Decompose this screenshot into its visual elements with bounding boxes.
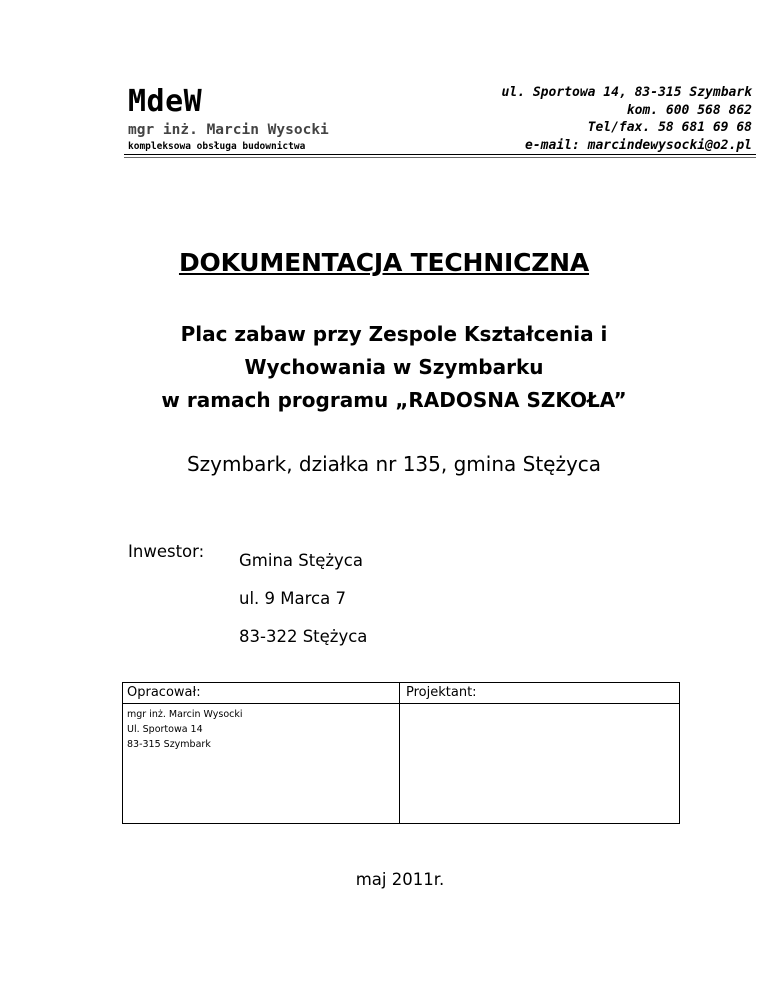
contact-email: e-mail: marcindewysocki@o2.pl — [525, 137, 752, 153]
project-location: Szymbark, działka nr 135, gmina Stężyca — [186, 452, 602, 476]
investor-city: 83-322 Stężyca — [239, 627, 368, 646]
contact-mobile: kom. 600 568 862 — [626, 102, 752, 118]
prepared-by-details — [123, 704, 399, 752]
project-line: Plac zabaw przy Zespole Kształcenia i — [180, 322, 608, 346]
prepared-by-label: Opracował: — [123, 683, 399, 704]
company-owner: mgr inż. Marcin Wysocki — [128, 122, 329, 138]
contact-telfax: Tel/fax. 58 681 69 68 — [587, 120, 752, 135]
investor-details — [239, 542, 367, 656]
document-title: DOKUMENTACJA TECHNICZNA — [178, 248, 590, 277]
header-divider — [124, 154, 756, 155]
investor-label: Inwestor: — [128, 542, 205, 561]
designer-cell — [400, 683, 679, 823]
project-line: Wychowania w Szymbarku — [244, 355, 544, 379]
project-line: w ramach programu „RADOSNA SZKOŁA” — [161, 388, 627, 412]
signature-table — [122, 682, 680, 824]
document-date: maj 2011r. — [355, 870, 445, 889]
project-name — [0, 318, 768, 417]
company-tagline: kompleksowa obsługa budownictwa — [128, 141, 306, 152]
designer-label: Projektant: — [400, 683, 679, 704]
contact-address: ul. Sportowa 14, 83-315 Szymbark — [501, 85, 752, 100]
investor-street: ul. 9 Marca 7 — [239, 589, 346, 608]
investor-name: Gmina Stężyca — [239, 551, 363, 570]
company-logo-text: MdeW — [128, 84, 203, 119]
prepared-by-line: mgr inż. Marcin Wysocki — [127, 709, 243, 720]
contact-block — [502, 84, 752, 154]
prepared-by-line: 83-315 Szymbark — [127, 739, 211, 750]
prepared-by-line: Ul. Sportowa 14 — [127, 724, 203, 735]
header-divider-thin — [124, 157, 756, 158]
prepared-by-cell — [123, 683, 400, 823]
